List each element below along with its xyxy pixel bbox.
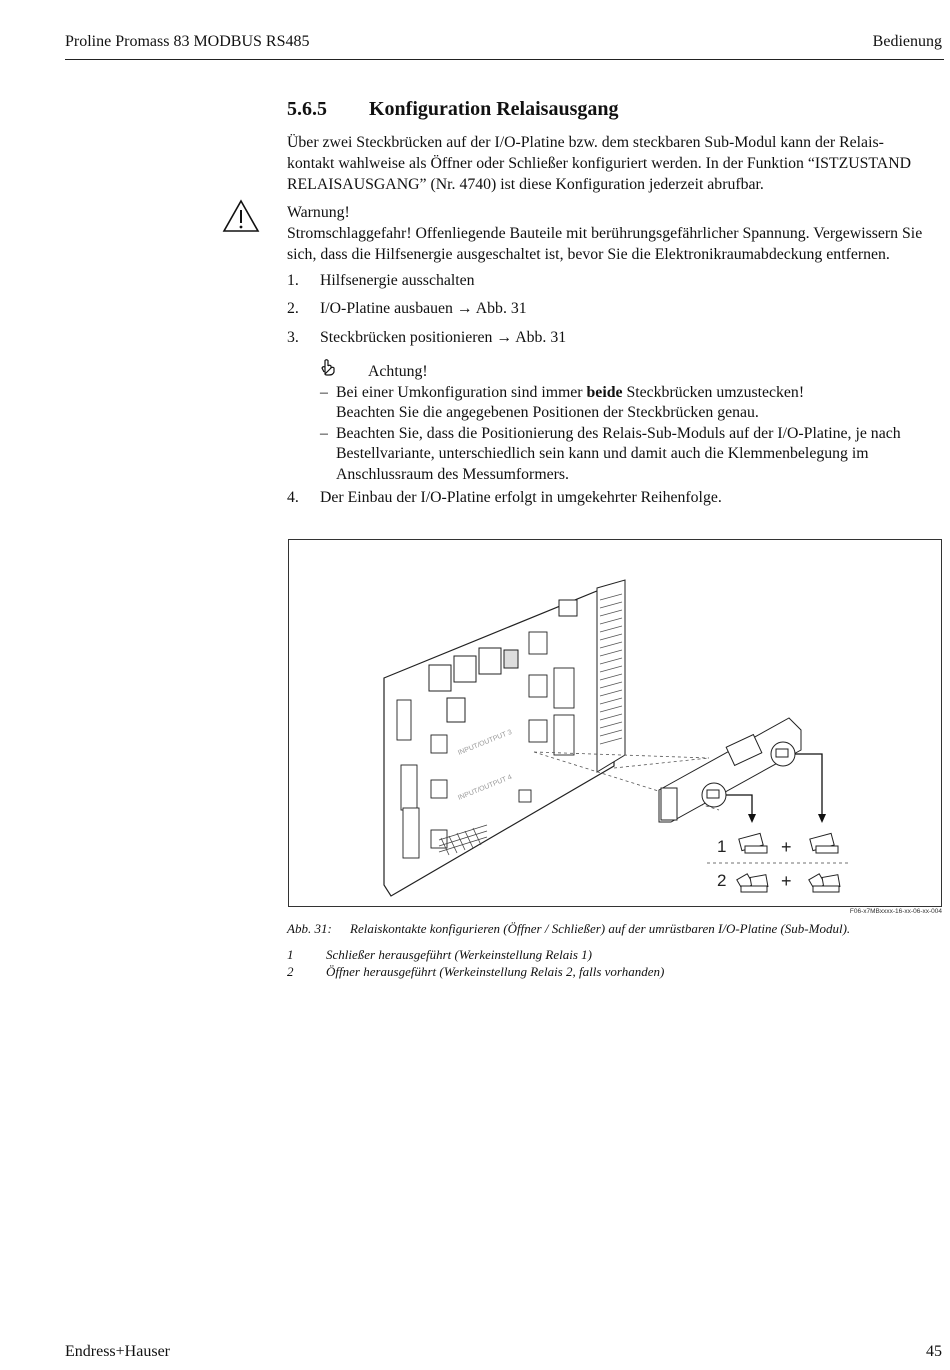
bullet-dash: – — [320, 383, 328, 401]
figure-caption — [287, 921, 850, 937]
note-text: Bei einer Umkonfiguration sind immer — [336, 383, 587, 401]
step-item — [287, 489, 722, 507]
footer-brand: Endress+Hauser — [65, 1343, 170, 1360]
page-number: 45 — [926, 1343, 942, 1360]
io-board-illustration — [289, 540, 941, 906]
sub-connector — [661, 788, 677, 820]
note-text: Anschlussraum des Messumformers. — [336, 465, 569, 483]
note-bullet — [320, 424, 940, 486]
warning-triangle-icon — [222, 199, 260, 233]
jumper-closed-icon — [810, 833, 838, 853]
step-item — [287, 272, 475, 290]
config-row-label: 1 — [717, 837, 727, 856]
step-text: Hilfsenergie ausschalten — [320, 272, 475, 289]
note-title: Achtung! — [368, 363, 428, 380]
note-text: Steckbrücken umzustecken! — [622, 383, 805, 401]
caption-label: Abb. 31: — [287, 921, 332, 936]
note-emphasis: beide — [586, 383, 623, 401]
section-title: Konfiguration Relaisausgang — [369, 98, 619, 120]
legend-key: 1 — [287, 947, 294, 962]
board-component — [447, 698, 465, 722]
legend-item — [287, 964, 664, 980]
running-header-product: Proline Promass 83 MODBUS RS485 — [65, 33, 310, 50]
arrow-down-icon — [818, 814, 826, 823]
note-text: Beachten Sie, dass die Positionierung des Relais-Sub-Moduls auf der I/O-Platine, je nach — [336, 424, 901, 442]
board-component — [504, 650, 518, 668]
step-number: 3. — [287, 329, 299, 346]
intro-line: RELAISAUSGANG” (Nr. 4740) ist diese Konfiguration jederzeit abrufbar. — [287, 176, 764, 193]
legend-item — [287, 947, 592, 963]
header-rule — [65, 59, 944, 60]
board-component — [559, 600, 577, 616]
figure-code: F06-x7MBxxxx-16-xx-06-xx-004 — [849, 908, 942, 915]
step-number: 1. — [287, 272, 299, 289]
relay-sub-module — [659, 718, 801, 822]
legend-key: 2 — [287, 964, 294, 979]
step-item — [287, 300, 527, 318]
step-item — [287, 329, 566, 347]
board-component — [454, 656, 476, 682]
config-row-label: 2 — [717, 871, 727, 890]
intro-paragraph — [287, 132, 942, 195]
step-text: Der Einbau der I/O-Platine erfolgt in umgekehrter Reihenfolge. — [320, 489, 722, 506]
warning-line: Stromschlaggefahr! Offenliegende Bauteile mit berührungsgefährlicher Spannung. Vergewissern Sie — [287, 225, 923, 242]
section-number: 5.6.5 — [287, 98, 327, 120]
step-text: I/O-Platine ausbauen → Abb. 31 — [320, 300, 527, 317]
note-block — [320, 358, 940, 485]
legend-text: Schließer herausgeführt (Werkeinstellung Relais 1) — [326, 947, 592, 962]
section-heading — [287, 98, 618, 121]
note-bullet — [320, 383, 940, 424]
intro-line: Über zwei Steckbrücken auf der I/O-Platine bzw. dem steckbaren Sub-Modul kann der Relais- — [287, 134, 884, 151]
warning-line: sich, dass die Hilfsenergie ausgeschaltet ist, bevor Sie die Elektronikraumabdeckung entfernen. — [287, 246, 890, 263]
bullet-dash: – — [320, 424, 328, 442]
note-text: Bestellvariante, unterschiedlich sein kann und damit auch die Klemmenbelegung im — [336, 445, 869, 462]
plus-sign: + — [781, 837, 792, 857]
board-label-io3: INPUT/OUTPUT 3 — [457, 728, 514, 757]
intro-line: kontakt wahlweise als Öffner oder Schließer konfiguriert werden. In der Funktion “ISTZUSTAND — [287, 155, 912, 172]
jumper-icon — [776, 749, 788, 757]
jumper-open-icon — [809, 874, 840, 892]
caption-text: Relaiskontakte konfigurieren (Öffner / Schließer) auf der umrüstbaren I/O-Platine (Sub-Modul). — [350, 921, 851, 936]
pointing-hand-icon — [320, 358, 368, 383]
note-text: Beachten Sie die angegebenen Positionen der Steckbrücken genau. — [336, 404, 759, 421]
figure-io-board — [288, 539, 942, 907]
plus-sign: + — [781, 871, 792, 891]
note-title-row — [320, 358, 940, 383]
jumper-open-icon — [737, 874, 768, 892]
warning-title: Warnung! — [287, 204, 350, 221]
board-label-io4: INPUT/OUTPUT 4 — [457, 773, 514, 802]
board-component — [479, 648, 501, 674]
jumper-closed-icon — [739, 833, 767, 853]
board-component — [429, 665, 451, 691]
step-text: Steckbrücken positionieren → Abb. 31 — [320, 329, 567, 346]
step-number: 2. — [287, 300, 299, 317]
edge-connector — [597, 580, 625, 772]
running-header-section: Bedienung — [872, 33, 942, 50]
legend-text: Öffner herausgeführt (Werkeinstellung Relais 2, falls vorhanden) — [326, 964, 665, 979]
jumper-icon — [707, 790, 719, 798]
arrow-down-icon — [748, 814, 756, 823]
warning-block — [287, 202, 942, 265]
step-number: 4. — [287, 489, 299, 506]
